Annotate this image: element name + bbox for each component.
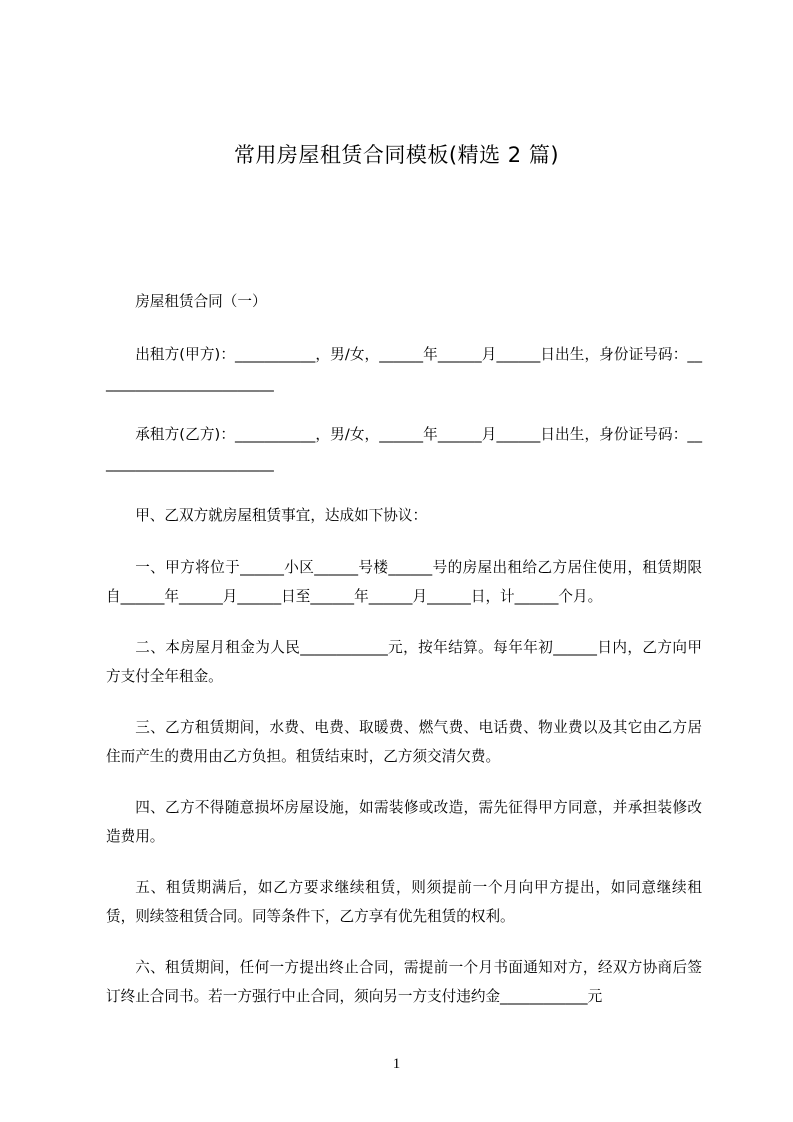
party-a-paragraph: 出租方(甲方)：___________，男/女，______年______月______日出生，身份证号码：_________________________ (106, 346, 702, 392)
clause-4-paragraph: 四、乙方不得随意损坏房屋设施，如需装修或改造，需先征得甲方同意，并承担装修改造费用。 (106, 799, 702, 845)
clause-3-paragraph: 三、乙方租赁期间，水费、电费、取暖费、燃气费、电话费、物业费以及其它由乙方居住而产生的费用由乙方负担。租赁结束时，乙方须交清欠费。 (106, 719, 702, 765)
clause-2-paragraph: 二、本房屋月租金为人民____________元，按年结算。每年年初______日内，乙方向甲方支付全年租金。 (106, 639, 702, 685)
clause-5-paragraph: 五、租赁期满后，如乙方要求继续租赁，则须提前一个月向甲方提出，如同意继续租赁，则续签租赁合同。同等条件下，乙方享有优先租赁的权利。 (106, 879, 702, 925)
clause-1-paragraph: 一、甲方将位于______小区______号楼______号的房屋出租给乙方居住使用，租赁期限自______年______月______日至______年______月______日，计______个月。 (106, 559, 702, 605)
section-heading: 房屋租赁合同（一） (135, 293, 267, 310)
page-number: 1 (392, 1056, 401, 1072)
document-title: 常用房屋租赁合同模板(精选 2 篇) (233, 143, 560, 167)
party-b-paragraph: 承租方(乙方)：___________，男/女，______年______月______日出生，身份证号码：_________________________ (106, 426, 702, 472)
clause-6-paragraph: 六、租赁期间，任何一方提出终止合同，需提前一个月书面通知对方，经双方协商后签订终止合同书。若一方强行中止合同，须向另一方支付违约金____________元 (106, 959, 702, 1005)
agreement-intro-paragraph: 甲、乙双方就房屋租赁事宜，达成如下协议： (135, 507, 428, 524)
